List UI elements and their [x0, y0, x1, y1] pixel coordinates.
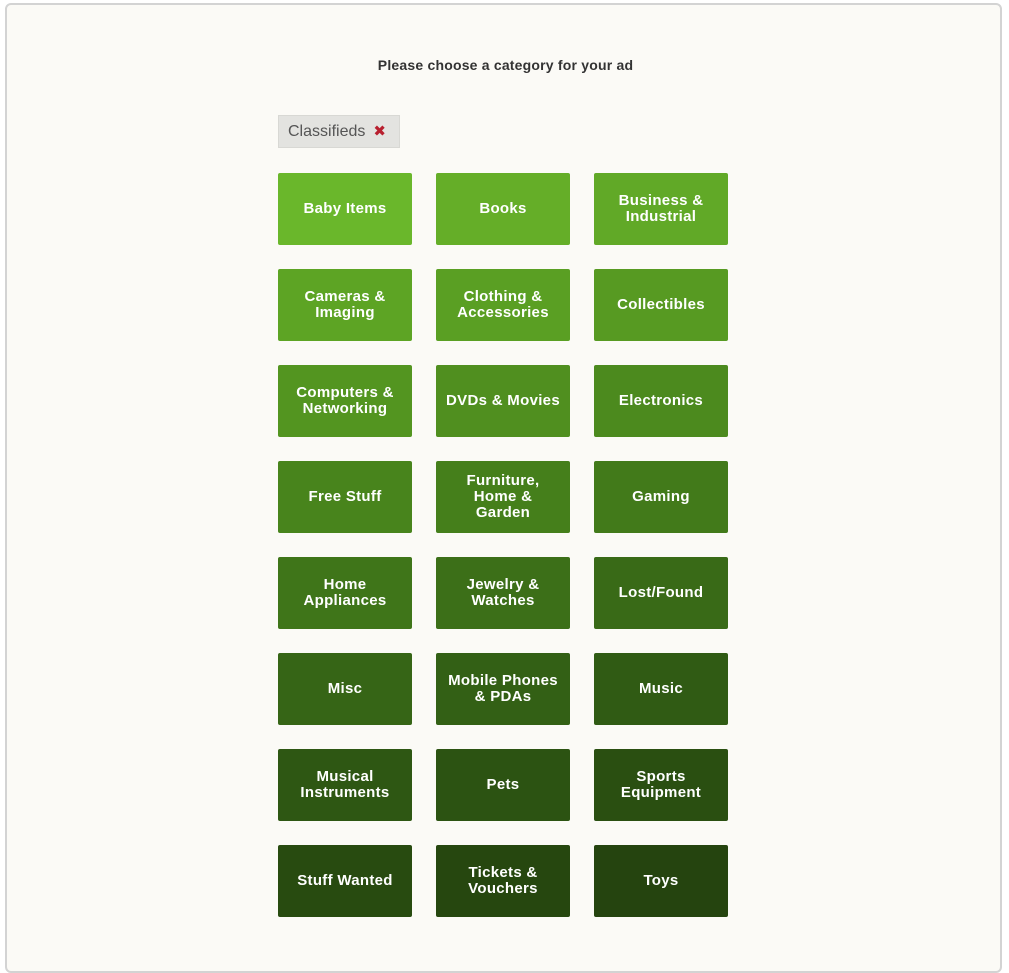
category-tile-music[interactable]: Music: [594, 653, 728, 725]
category-tile-lost-found[interactable]: Lost/Found: [594, 557, 728, 629]
category-tile-mobile-phones-pdas[interactable]: Mobile Phones & PDAs: [436, 653, 570, 725]
category-tile-sports-equipment[interactable]: Sports Equipment: [594, 749, 728, 821]
category-tile-gaming[interactable]: Gaming: [594, 461, 728, 533]
category-tile-pets[interactable]: Pets: [436, 749, 570, 821]
category-tile-jewelry-watches[interactable]: Jewelry & Watches: [436, 557, 570, 629]
category-tile-misc[interactable]: Misc: [278, 653, 412, 725]
category-panel: [5, 3, 1002, 973]
category-tile-musical-instruments[interactable]: Musical Instruments: [278, 749, 412, 821]
category-tile-baby-items[interactable]: Baby Items: [278, 173, 412, 245]
close-icon[interactable]: ✖: [373, 123, 386, 140]
category-tile-cameras-imaging[interactable]: Cameras & Imaging: [278, 269, 412, 341]
category-grid: [278, 173, 730, 917]
category-tile-electronics[interactable]: Electronics: [594, 365, 728, 437]
breadcrumb-label: Classifieds: [288, 122, 366, 140]
category-tile-books[interactable]: Books: [436, 173, 570, 245]
category-tile-tickets-vouchers[interactable]: Tickets & Vouchers: [436, 845, 570, 917]
category-tile-collectibles[interactable]: Collectibles: [594, 269, 728, 341]
category-tile-dvds-movies[interactable]: DVDs & Movies: [436, 365, 570, 437]
category-tile-business-industrial[interactable]: Business & Industrial: [594, 173, 728, 245]
category-tile-stuff-wanted[interactable]: Stuff Wanted: [278, 845, 412, 917]
category-tile-free-stuff[interactable]: Free Stuff: [278, 461, 412, 533]
category-tile-home-appliances[interactable]: Home Appliances: [278, 557, 412, 629]
breadcrumb-chip-classifieds: [278, 115, 400, 148]
category-tile-clothing-accessories[interactable]: Clothing & Accessories: [436, 269, 570, 341]
page-title: Please choose a category for your ad: [377, 57, 634, 73]
category-tile-computers-networking[interactable]: Computers & Networking: [278, 365, 412, 437]
category-tile-toys[interactable]: Toys: [594, 845, 728, 917]
category-tile-furniture-home-garden[interactable]: Furniture, Home & Garden: [436, 461, 570, 533]
